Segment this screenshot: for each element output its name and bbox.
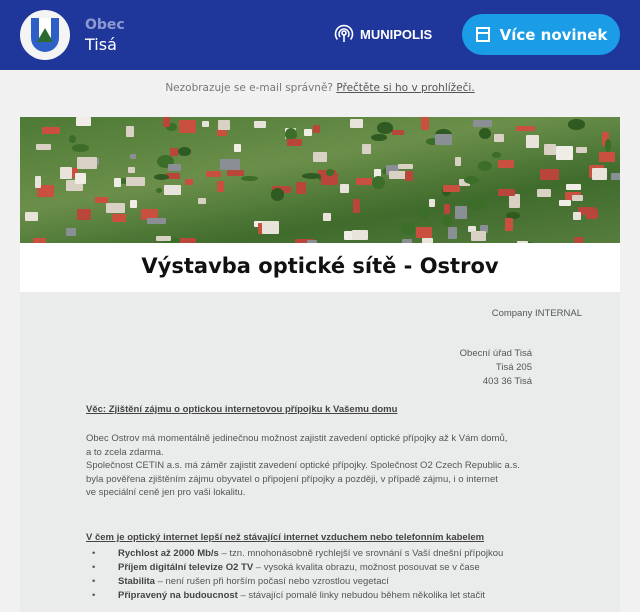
photo-detail xyxy=(130,200,136,209)
photo-detail xyxy=(323,213,331,221)
photo-detail xyxy=(168,164,182,171)
list-item: • Příjem digitální televize O2 TV – vysoká kvalita obrazu, možnost posouvat se v čase xyxy=(86,561,503,574)
photo-detail xyxy=(526,135,540,147)
photo-detail xyxy=(33,238,46,243)
photo-detail xyxy=(147,218,166,224)
photo-detail xyxy=(227,170,245,177)
photo-detail xyxy=(416,227,432,238)
photo-detail xyxy=(198,198,206,204)
photo-detail xyxy=(505,218,513,231)
article-title: Výstavba optické sítě - Ostrov xyxy=(20,243,620,292)
view-notice xyxy=(0,70,640,106)
photo-detail xyxy=(130,154,136,159)
photo-detail xyxy=(126,126,133,137)
photo-detail xyxy=(95,197,108,203)
photo-detail xyxy=(42,127,60,134)
village-aerial-photo xyxy=(20,117,620,243)
photo-detail xyxy=(611,173,620,180)
photo-detail xyxy=(444,204,450,214)
coat-of-arms-icon xyxy=(31,18,59,52)
photo-detail xyxy=(220,159,239,169)
photo-detail xyxy=(494,134,503,142)
photo-detail xyxy=(405,171,413,181)
photo-detail xyxy=(492,152,502,158)
photo-detail xyxy=(540,169,559,180)
photo-detail xyxy=(69,135,76,143)
photo-detail xyxy=(254,121,266,128)
text-line: a to zcela zdarma. xyxy=(86,446,164,458)
more-news-label: Více novinek xyxy=(499,25,608,44)
photo-detail xyxy=(421,117,429,129)
newspaper-icon xyxy=(475,26,491,43)
photo-detail xyxy=(362,144,371,154)
photo-detail xyxy=(178,147,190,156)
photo-detail xyxy=(234,144,240,152)
photo-detail xyxy=(218,120,230,130)
text-line: Společnost CETIN a.s. má záměr zajistit zavedení optické přípojky. Společnost O2 Czech Republic a.s. xyxy=(86,460,520,471)
photo-detail xyxy=(544,144,556,155)
photo-detail xyxy=(106,203,125,213)
photo-detail xyxy=(156,236,170,241)
letter-section-title: V čem je optický internet lepší než stávající internet vzduchem nebo telefonním kabelem xyxy=(86,532,485,543)
photo-detail xyxy=(302,173,322,179)
photo-detail xyxy=(537,189,551,197)
photo-detail xyxy=(422,238,432,243)
letter-subject: Věc: Zjištění zájmu o optickou internetovou přípojku k Vašemu domu xyxy=(86,404,398,415)
photo-detail xyxy=(185,179,193,186)
photo-detail xyxy=(313,125,320,133)
view-in-browser-link[interactable]: Přečtěte si ho v prohlížeči. xyxy=(336,82,475,94)
photo-detail xyxy=(586,209,598,218)
photo-detail xyxy=(76,117,91,126)
photo-detail xyxy=(402,239,412,243)
photo-detail xyxy=(128,167,136,173)
benefits-list xyxy=(86,546,503,603)
address-line: Obecní úřad Tisá xyxy=(459,348,532,359)
photo-detail xyxy=(377,122,393,133)
municipality-logo[interactable] xyxy=(20,10,70,60)
photo-detail xyxy=(556,146,573,160)
photo-detail xyxy=(566,184,581,190)
photo-detail xyxy=(516,126,536,132)
photo-detail xyxy=(271,188,284,200)
photo-detail xyxy=(154,174,169,180)
org-type: Obec xyxy=(85,17,125,33)
photo-detail xyxy=(36,144,51,150)
photo-detail xyxy=(25,212,38,221)
photo-detail xyxy=(568,119,585,129)
photo-detail xyxy=(572,195,582,201)
photo-detail xyxy=(442,216,454,225)
list-item: • Připravený na budoucnost – stávající pomalé linky nebudou během několika let stačit xyxy=(86,589,503,602)
photo-detail xyxy=(35,176,41,188)
photo-detail xyxy=(296,182,306,194)
photo-detail xyxy=(350,119,363,128)
photo-detail xyxy=(72,144,89,153)
text-line: byla pověřena zjištěním zájmu obyvatel o připojení přípojky a později, v případě zájmu, i o internet xyxy=(86,473,498,485)
photo-detail xyxy=(443,185,461,193)
photo-detail xyxy=(559,200,571,206)
text-line: ve speciální ceně jen pro vaši lokalitu. xyxy=(86,487,246,498)
photo-detail xyxy=(372,176,384,189)
photo-detail xyxy=(313,152,328,162)
photo-detail xyxy=(353,199,360,213)
photo-detail xyxy=(304,129,312,136)
photo-detail xyxy=(206,171,221,177)
photo-detail xyxy=(126,177,145,186)
photo-detail xyxy=(517,241,527,243)
photo-detail xyxy=(498,160,513,168)
photo-detail xyxy=(574,237,583,243)
photo-detail xyxy=(605,139,611,151)
photo-detail xyxy=(573,212,581,220)
letter-paragraph xyxy=(86,432,520,500)
photo-detail xyxy=(356,178,371,184)
photo-detail xyxy=(262,221,279,234)
photo-detail xyxy=(112,214,126,222)
photo-detail xyxy=(217,130,228,136)
photo-detail xyxy=(371,134,387,141)
photo-detail xyxy=(455,206,467,219)
notice-text: Nezobrazuje se e-mail správně? xyxy=(165,82,333,94)
photo-detail xyxy=(164,185,181,194)
list-item: • Rychlost až 2000 Mb/s – tzn. mnohonásobně rychlejší ve srovnání s Vaší dnešní přípojkou xyxy=(86,547,503,560)
photo-detail xyxy=(509,194,520,208)
photo-detail xyxy=(576,147,587,153)
article-card xyxy=(20,117,620,612)
address-line: Tisá 205 xyxy=(495,362,532,373)
photo-detail xyxy=(77,209,90,220)
photo-detail xyxy=(66,228,76,236)
munipolis-brand[interactable] xyxy=(334,24,432,44)
photo-detail xyxy=(389,171,406,178)
photo-detail xyxy=(163,117,170,127)
photo-detail xyxy=(241,176,257,181)
photo-detail xyxy=(202,121,209,128)
photo-detail xyxy=(307,240,317,243)
photo-detail xyxy=(401,222,415,236)
photo-detail xyxy=(599,152,615,162)
brand-label: MUNIPOLIS xyxy=(360,26,433,42)
photo-detail xyxy=(217,181,224,191)
photo-detail xyxy=(448,227,457,239)
photo-detail xyxy=(479,128,491,139)
photo-detail xyxy=(114,178,121,187)
photo-detail xyxy=(471,231,486,241)
header xyxy=(0,0,640,70)
photo-detail xyxy=(77,157,96,169)
photo-detail xyxy=(398,164,413,170)
photo-detail xyxy=(478,161,492,171)
photo-detail xyxy=(75,173,86,184)
photo-detail xyxy=(326,169,334,176)
photo-detail xyxy=(156,188,162,193)
letter-scan xyxy=(20,292,620,612)
more-news-button[interactable] xyxy=(462,14,620,55)
letter-address xyxy=(460,347,532,389)
photo-detail xyxy=(179,120,196,133)
photo-detail xyxy=(170,148,178,156)
photo-detail xyxy=(180,238,196,244)
broadcast-icon xyxy=(334,24,354,44)
photo-detail xyxy=(498,189,515,196)
photo-detail xyxy=(392,130,404,135)
address-line: 403 36 Tisá xyxy=(482,376,532,387)
list-item: • Stabilita – není rušen při horším počasí nebo vzrostlou vegetací xyxy=(86,575,503,588)
letter-header-note: Company INTERNAL xyxy=(491,308,582,319)
photo-detail xyxy=(468,198,487,211)
text-line: Obec Ostrov má momentálně jedinečnou možnost zajistit zavedení optické přípojky až k Vám domů, xyxy=(86,433,508,444)
photo-detail xyxy=(435,134,452,146)
photo-detail xyxy=(464,176,479,184)
photo-detail xyxy=(352,230,368,239)
photo-detail xyxy=(287,139,302,146)
photo-detail xyxy=(60,167,72,179)
photo-detail xyxy=(592,168,606,181)
org-name: Tisá xyxy=(85,35,117,54)
photo-detail xyxy=(429,199,436,208)
photo-detail xyxy=(455,157,461,166)
photo-detail xyxy=(473,120,492,127)
photo-detail xyxy=(419,206,429,219)
photo-detail xyxy=(340,184,350,193)
